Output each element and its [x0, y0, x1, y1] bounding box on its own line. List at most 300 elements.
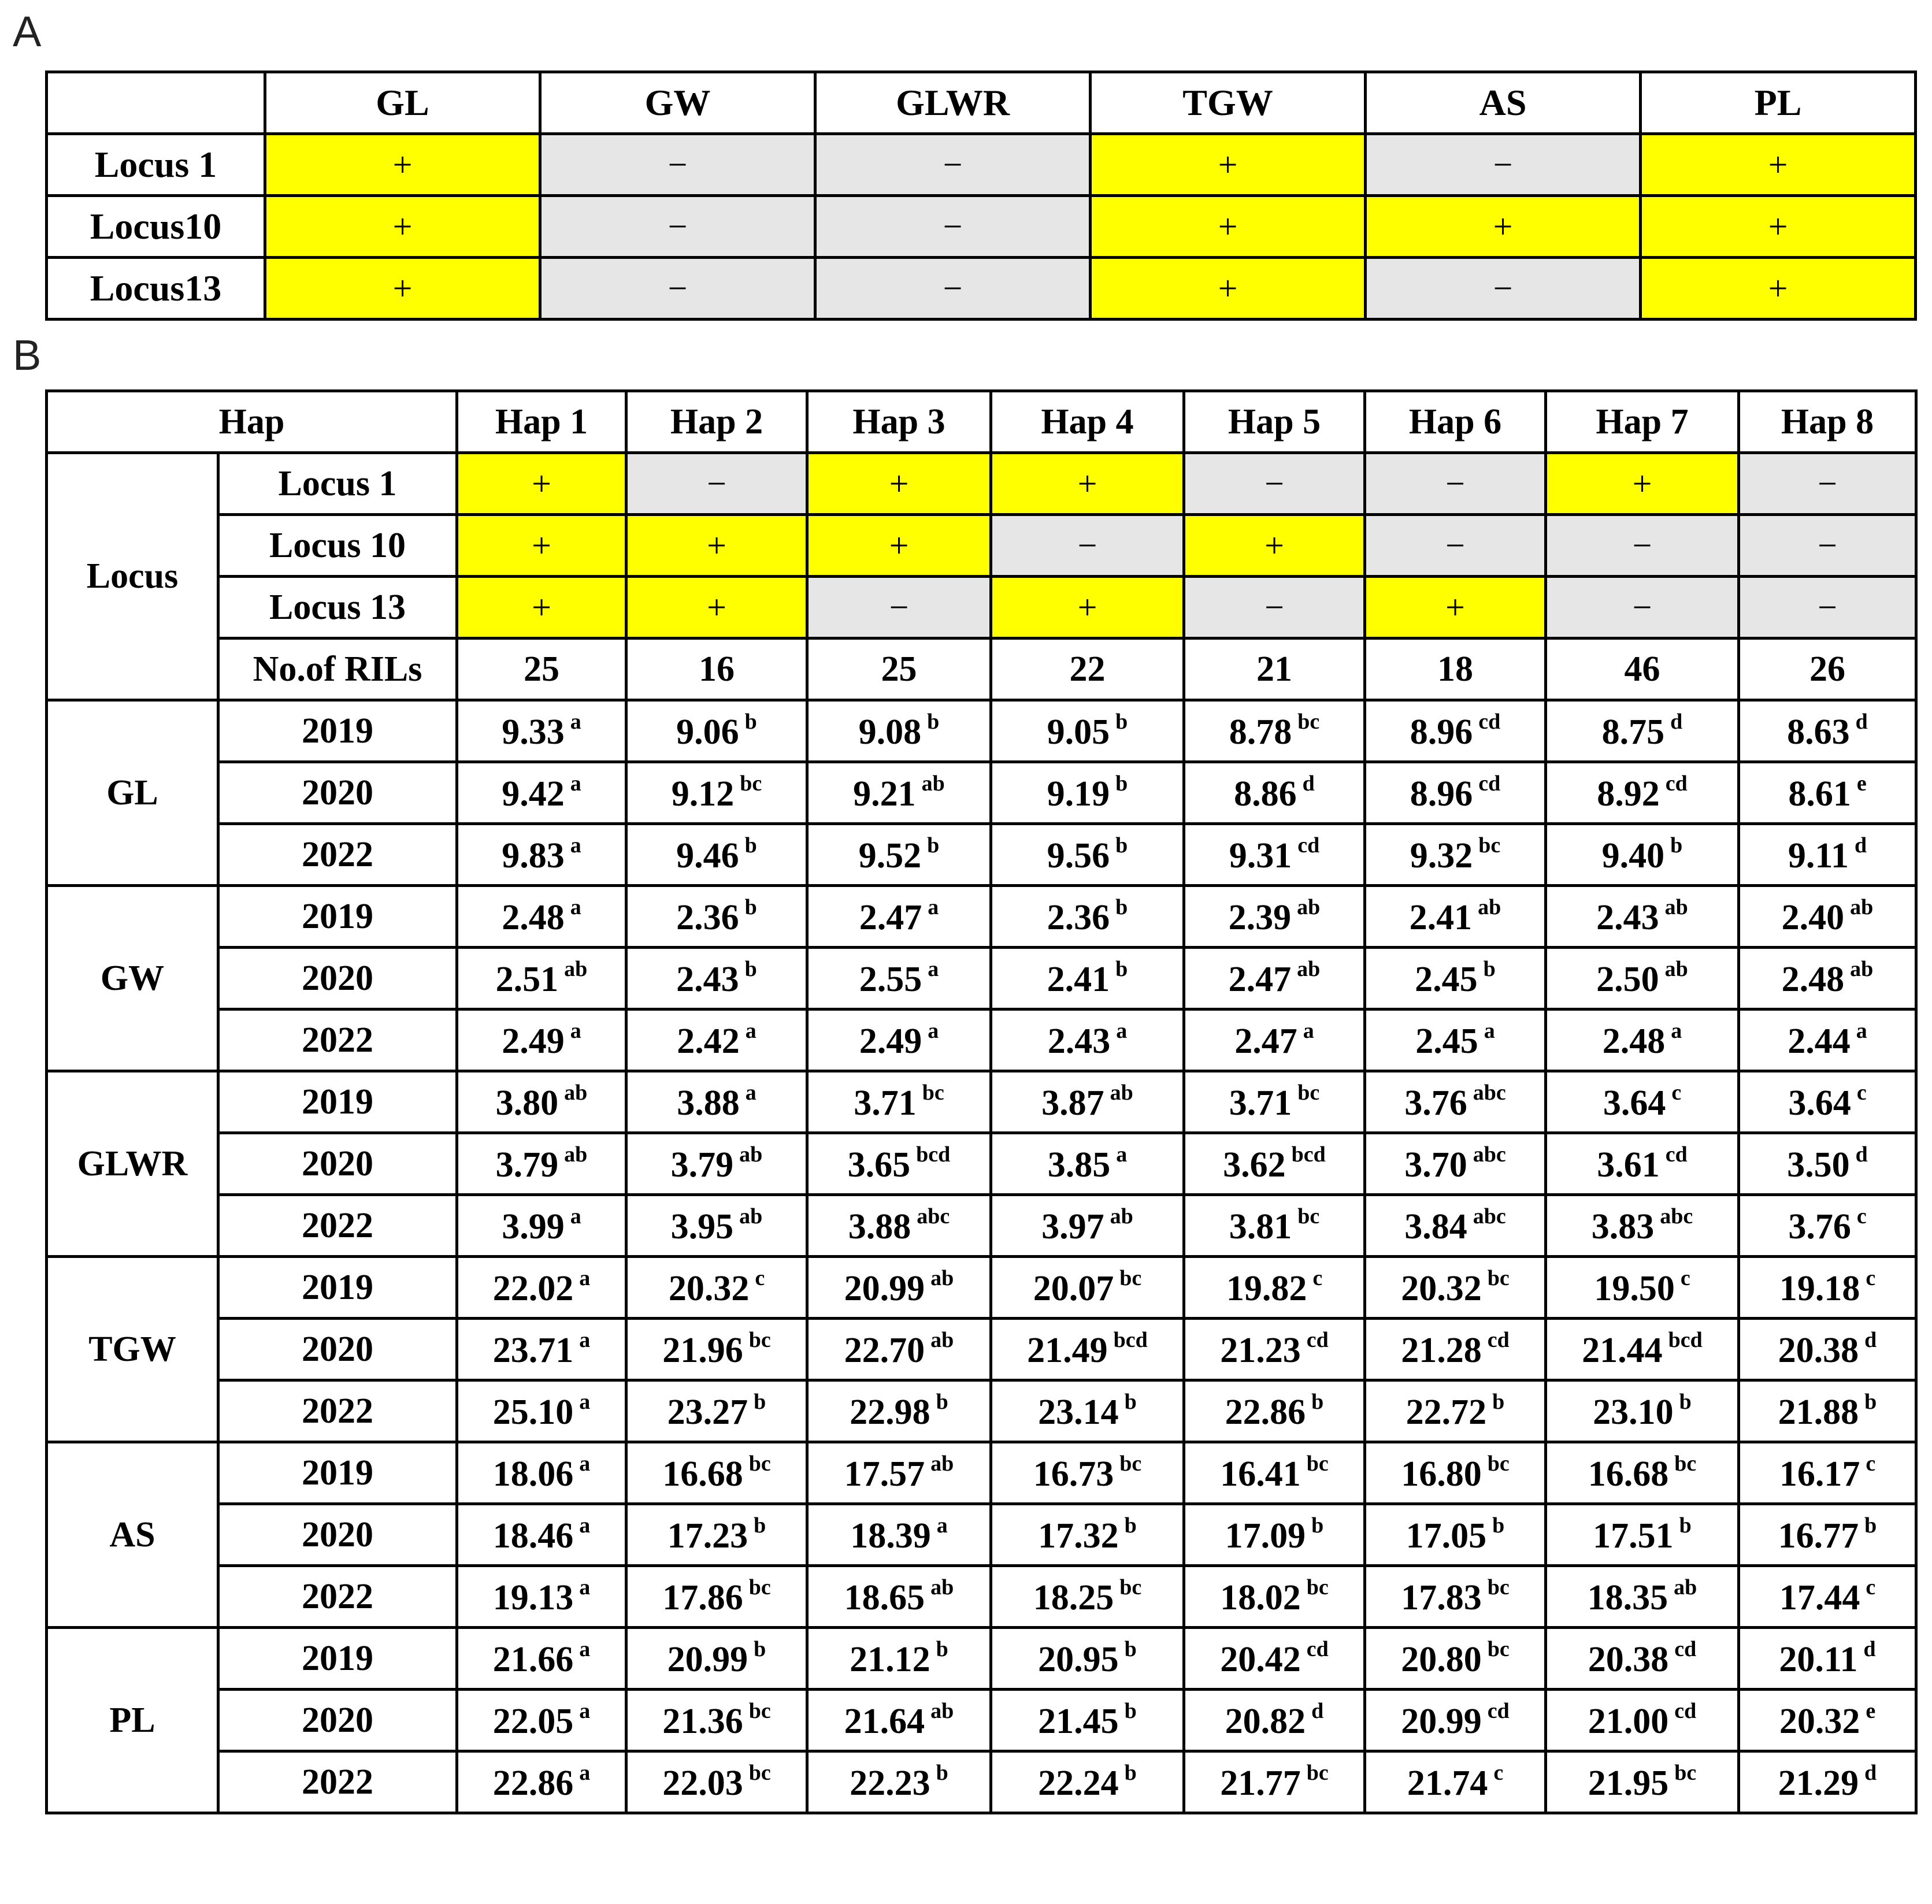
trait-mean-value: 2.48 — [502, 898, 565, 937]
trait-mean-value: 20.32 — [1779, 1702, 1860, 1741]
trait-value-cell — [991, 1133, 1184, 1195]
significance-letters: bc — [740, 771, 762, 796]
significance-letters: bc — [1478, 833, 1501, 858]
effect-cell: + — [1641, 258, 1916, 320]
significance-letters: abc — [1473, 1204, 1506, 1228]
significance-letters: c — [1493, 1761, 1504, 1785]
trait-value-cell — [1546, 1009, 1739, 1071]
trait-year-row — [47, 1071, 1916, 1133]
significance-letters: bcd — [1291, 1142, 1326, 1167]
significance-letters: b — [754, 1513, 766, 1538]
significance-letters: ab — [930, 1266, 954, 1290]
trait-value-cell — [626, 1009, 807, 1071]
effect-cell: − — [540, 258, 815, 320]
trait-value-cell — [457, 762, 626, 824]
effect-cell: + — [1091, 196, 1366, 258]
trait-value-cell — [991, 762, 1184, 824]
trait-mean-value: 21.29 — [1778, 1764, 1859, 1803]
locus-trait-table — [45, 70, 1917, 321]
trait-value-cell — [991, 1442, 1184, 1504]
trait-value-cell — [1184, 1442, 1365, 1504]
trait-year-row — [47, 1133, 1916, 1195]
significance-letters: bc — [1487, 1637, 1510, 1661]
trait-value-cell — [1184, 1009, 1365, 1071]
trait-value-cell — [1365, 1690, 1546, 1751]
trait-year-row — [47, 886, 1916, 948]
trait-mean-value: 3.76 — [1788, 1207, 1851, 1246]
trait-value-cell — [1739, 1566, 1916, 1628]
trait-value-cell — [626, 1319, 807, 1380]
trait-mean-value: 17.44 — [1779, 1578, 1860, 1617]
significance-letters: b — [754, 1390, 766, 1414]
significance-letters: b — [1311, 1390, 1324, 1414]
effect-cell: − — [815, 134, 1091, 196]
trait-year-row — [47, 1566, 1916, 1628]
table-a-header-pl: PL — [1641, 72, 1916, 134]
significance-letters: b — [936, 1637, 948, 1661]
significance-letters: b — [1679, 1513, 1692, 1538]
trait-mean-value: 2.43 — [1596, 898, 1659, 937]
significance-letters: cd — [1487, 1328, 1510, 1352]
significance-letters: d — [1855, 1142, 1868, 1167]
table-a-header-row — [47, 72, 1916, 134]
significance-letters: ab — [564, 957, 588, 981]
effect-cell: + — [265, 134, 540, 196]
trait-value-cell — [1184, 1566, 1365, 1628]
ril-count-cell: 18 — [1365, 639, 1546, 700]
trait-value-cell — [457, 948, 626, 1009]
trait-mean-value: 2.50 — [1596, 960, 1659, 999]
significance-letters: c — [1866, 1575, 1876, 1599]
trait-value-cell — [991, 1257, 1184, 1319]
significance-letters: bc — [1119, 1266, 1142, 1290]
significance-letters: ab — [1850, 895, 1874, 919]
trait-value-cell — [1184, 1071, 1365, 1133]
trait-value-cell — [457, 1257, 626, 1319]
trait-mean-value: 3.81 — [1229, 1207, 1292, 1246]
significance-letters: b — [1115, 957, 1128, 981]
trait-value-cell — [991, 1319, 1184, 1380]
trait-mean-value: 2.40 — [1781, 898, 1845, 937]
trait-mean-value: 8.63 — [1787, 712, 1850, 752]
haplotype-allele-cell: − — [1184, 453, 1365, 515]
trait-value-cell — [1365, 1071, 1546, 1133]
trait-value-cell — [1546, 1690, 1739, 1751]
trait-value-cell — [1739, 1751, 1916, 1813]
trait-mean-value: 3.64 — [1788, 1083, 1851, 1123]
trait-mean-value: 8.78 — [1229, 712, 1292, 752]
trait-mean-value: 19.18 — [1779, 1269, 1860, 1308]
trait-mean-value: 22.86 — [492, 1764, 574, 1803]
significance-letters: b — [744, 710, 757, 734]
trait-mean-value: 3.80 — [495, 1083, 559, 1123]
trait-mean-value: 18.35 — [1587, 1578, 1668, 1617]
ril-count-cell: 25 — [807, 639, 991, 700]
trait-mean-value: 20.42 — [1220, 1640, 1301, 1679]
significance-letters: a — [570, 1019, 581, 1043]
trait-value-cell — [1184, 1751, 1365, 1813]
significance-letters: bc — [748, 1575, 771, 1599]
trait-mean-value: 9.21 — [853, 774, 916, 814]
significance-letters: bcd — [916, 1142, 951, 1167]
significance-letters: cd — [1674, 1699, 1697, 1723]
trait-mean-value: 9.12 — [671, 774, 735, 814]
trait-value-cell — [457, 1133, 626, 1195]
significance-letters: cd — [1297, 833, 1320, 858]
ril-count-cell: 26 — [1739, 639, 1916, 700]
hap-column-header: Hap 7 — [1546, 391, 1739, 453]
trait-value-cell — [991, 1751, 1184, 1813]
trait-mean-value: 20.11 — [1779, 1640, 1858, 1679]
hap-header: Hap — [47, 391, 457, 453]
trait-value-cell — [1739, 886, 1916, 948]
significance-letters: ab — [1110, 1081, 1133, 1105]
significance-letters: d — [1311, 1699, 1324, 1723]
trait-value-cell — [1184, 1133, 1365, 1195]
ril-count-cell: 46 — [1546, 639, 1739, 700]
trait-value-cell — [1365, 700, 1546, 762]
hap-column-header: Hap 3 — [807, 391, 991, 453]
trait-value-cell — [807, 1133, 991, 1195]
trait-value-cell — [1546, 762, 1739, 824]
haplotype-allele-cell: + — [991, 453, 1184, 515]
significance-letters: bc — [1306, 1452, 1329, 1476]
panel-b-label: B — [13, 331, 42, 379]
trait-mean-value: 23.14 — [1038, 1393, 1119, 1432]
trait-mean-value: 9.08 — [858, 712, 922, 752]
trait-value-cell — [1739, 1690, 1916, 1751]
trait-value-cell — [626, 948, 807, 1009]
significance-letters: a — [936, 1513, 948, 1538]
significance-letters: a — [928, 957, 939, 981]
trait-mean-value: 3.79 — [495, 1145, 559, 1185]
trait-mean-value: 9.19 — [1047, 774, 1110, 814]
trait-mean-value: 22.72 — [1406, 1393, 1487, 1432]
trait-mean-value: 2.55 — [859, 960, 922, 999]
significance-letters: bc — [1297, 1204, 1320, 1228]
significance-letters: c — [1671, 1081, 1682, 1105]
year-label: 2019 — [218, 1257, 457, 1319]
trait-value-cell — [1739, 1009, 1916, 1071]
trait-mean-value: 2.39 — [1228, 898, 1292, 937]
trait-value-cell — [1546, 886, 1739, 948]
trait-mean-value: 9.56 — [1047, 836, 1110, 875]
trait-mean-value: 18.06 — [492, 1454, 574, 1494]
trait-mean-value: 3.65 — [847, 1145, 911, 1185]
trait-value-cell — [807, 700, 991, 762]
locus-label: Locus 10 — [218, 515, 457, 577]
trait-mean-value: 3.88 — [677, 1083, 740, 1123]
table-a-locus-label: Locus10 — [47, 196, 265, 258]
trait-year-row — [47, 1690, 1916, 1751]
trait-mean-value: 20.99 — [844, 1269, 925, 1308]
trait-value-cell — [1739, 1628, 1916, 1690]
trait-value-cell — [626, 1195, 807, 1257]
trait-value-cell — [1739, 1504, 1916, 1566]
significance-letters: ab — [1674, 1575, 1697, 1599]
trait-mean-value: 3.71 — [1229, 1083, 1292, 1123]
trait-mean-value: 3.97 — [1041, 1207, 1104, 1246]
trait-mean-value: 21.36 — [662, 1702, 743, 1741]
trait-mean-value: 22.24 — [1038, 1764, 1119, 1803]
significance-letters: b — [744, 833, 757, 858]
trait-value-cell — [626, 1257, 807, 1319]
trait-mean-value: 21.64 — [844, 1702, 925, 1741]
significance-letters: a — [1116, 1019, 1128, 1043]
trait-value-cell — [626, 1071, 807, 1133]
haplotype-allele-cell: − — [1739, 453, 1916, 515]
significance-letters: ab — [930, 1328, 954, 1352]
trait-mean-value: 2.36 — [676, 898, 739, 937]
trait-value-cell — [1365, 762, 1546, 824]
trait-mean-value: 8.92 — [1597, 774, 1660, 814]
trait-value-cell — [1739, 1071, 1916, 1133]
trait-value-cell — [991, 1504, 1184, 1566]
significance-letters: c — [1866, 1266, 1876, 1290]
trait-value-cell — [1546, 1319, 1739, 1380]
haplotype-allele-cell: − — [807, 577, 991, 639]
trait-value-cell — [1184, 824, 1365, 886]
trait-value-cell — [807, 1071, 991, 1133]
trait-mean-value: 9.32 — [1410, 836, 1473, 875]
trait-year-row — [47, 1442, 1916, 1504]
trait-mean-value: 3.79 — [670, 1145, 734, 1185]
trait-value-cell — [626, 1133, 807, 1195]
significance-letters: ab — [739, 1142, 763, 1167]
trait-mean-value: 8.75 — [1601, 712, 1665, 752]
significance-letters: b — [1311, 1513, 1324, 1538]
trait-value-cell — [991, 886, 1184, 948]
table-a-row — [47, 134, 1916, 196]
trait-year-row — [47, 824, 1916, 886]
table-a-row — [47, 258, 1916, 320]
trait-value-cell — [1365, 886, 1546, 948]
trait-mean-value: 16.68 — [1588, 1454, 1669, 1494]
haplotype-allele-cell: + — [991, 577, 1184, 639]
haplotype-allele-cell: + — [457, 577, 626, 639]
trait-value-cell — [1184, 1504, 1365, 1566]
trait-value-cell — [807, 1628, 991, 1690]
table-a-header-gl: GL — [265, 72, 540, 134]
trait-mean-value: 17.23 — [667, 1516, 748, 1556]
haplotype-allele-cell: − — [626, 453, 807, 515]
trait-mean-value: 18.02 — [1220, 1578, 1301, 1617]
significance-letters: ab — [1478, 895, 1501, 919]
trait-mean-value: 21.49 — [1027, 1331, 1108, 1370]
trait-value-cell — [1365, 1751, 1546, 1813]
significance-letters: e — [1866, 1699, 1876, 1723]
trait-mean-value: 9.42 — [502, 774, 565, 814]
significance-letters: a — [1303, 1019, 1314, 1043]
trait-mean-value: 2.47 — [859, 898, 922, 937]
trait-value-cell — [1546, 1257, 1739, 1319]
significance-letters: c — [1680, 1266, 1690, 1290]
locus-label: Locus 13 — [218, 577, 457, 639]
trait-mean-value: 8.96 — [1410, 712, 1473, 752]
trait-value-cell — [1546, 824, 1739, 886]
locus-row — [47, 577, 1916, 639]
trait-value-cell — [991, 1380, 1184, 1442]
significance-letters: a — [579, 1699, 591, 1723]
significance-letters: bc — [1487, 1266, 1510, 1290]
trait-mean-value: 21.45 — [1038, 1702, 1119, 1741]
trait-year-row — [47, 1009, 1916, 1071]
trait-mean-value: 3.83 — [1591, 1207, 1655, 1246]
trait-mean-value: 16.73 — [1033, 1454, 1114, 1494]
trait-value-cell — [1365, 1628, 1546, 1690]
trait-mean-value: 20.80 — [1401, 1640, 1482, 1679]
significance-letters: bc — [748, 1328, 771, 1352]
significance-letters: bc — [1306, 1761, 1329, 1785]
significance-letters: abc — [1660, 1204, 1693, 1228]
trait-label: AS — [47, 1442, 218, 1628]
significance-letters: a — [579, 1266, 591, 1290]
trait-value-cell — [1546, 1751, 1739, 1813]
significance-letters: a — [579, 1637, 591, 1661]
trait-mean-value: 19.50 — [1594, 1269, 1675, 1308]
trait-value-cell — [626, 1442, 807, 1504]
haplotype-allele-cell: − — [1739, 515, 1916, 577]
significance-letters: b — [936, 1761, 948, 1785]
haplotype-allele-cell: + — [457, 453, 626, 515]
ril-count-cell: 21 — [1184, 639, 1365, 700]
trait-value-cell — [1546, 1133, 1739, 1195]
significance-letters: bcd — [1668, 1328, 1703, 1352]
significance-letters: b — [1492, 1390, 1505, 1414]
year-label: 2022 — [218, 1566, 457, 1628]
table-a-header-gw: GW — [540, 72, 815, 134]
trait-mean-value: 18.25 — [1033, 1578, 1114, 1617]
trait-year-row — [47, 1380, 1916, 1442]
trait-mean-value: 21.44 — [1582, 1331, 1663, 1370]
trait-mean-value: 21.95 — [1588, 1764, 1669, 1803]
trait-value-cell — [626, 1751, 807, 1813]
trait-mean-value: 18.65 — [844, 1578, 925, 1617]
trait-mean-value: 3.50 — [1787, 1145, 1850, 1185]
significance-letters: a — [579, 1328, 591, 1352]
locus-row — [47, 453, 1916, 515]
significance-letters: b — [1115, 771, 1128, 796]
ril-count-cell: 16 — [626, 639, 807, 700]
year-label: 2020 — [218, 762, 457, 824]
trait-value-cell — [1184, 762, 1365, 824]
significance-letters: a — [579, 1390, 591, 1414]
significance-letters: a — [579, 1452, 591, 1476]
trait-mean-value: 20.32 — [1401, 1269, 1482, 1308]
trait-mean-value: 2.45 — [1415, 960, 1478, 999]
trait-value-cell — [1365, 1257, 1546, 1319]
trait-label: PL — [47, 1628, 218, 1813]
year-label: 2019 — [218, 700, 457, 762]
trait-mean-value: 21.28 — [1401, 1331, 1482, 1370]
effect-cell: − — [815, 196, 1091, 258]
trait-mean-value: 2.47 — [1234, 1022, 1297, 1061]
year-label: 2022 — [218, 1380, 457, 1442]
significance-letters: abc — [917, 1204, 950, 1228]
trait-mean-value: 8.86 — [1234, 774, 1297, 814]
significance-letters: bcd — [1113, 1328, 1148, 1352]
significance-letters: b — [1492, 1513, 1505, 1538]
trait-value-cell — [1184, 1380, 1365, 1442]
trait-value-cell — [1184, 1628, 1365, 1690]
trait-mean-value: 20.82 — [1225, 1702, 1306, 1741]
trait-value-cell — [807, 948, 991, 1009]
ril-count-cell: 25 — [457, 639, 626, 700]
trait-year-row — [47, 1195, 1916, 1257]
trait-mean-value: 17.86 — [662, 1578, 743, 1617]
trait-mean-value: 16.80 — [1401, 1454, 1482, 1494]
significance-letters: a — [1856, 1019, 1867, 1043]
trait-mean-value: 17.57 — [844, 1454, 925, 1494]
significance-letters: d — [1302, 771, 1315, 796]
trait-value-cell — [991, 1628, 1184, 1690]
significance-letters: b — [1864, 1390, 1877, 1414]
trait-value-cell — [1739, 1257, 1916, 1319]
table-a-row — [47, 196, 1916, 258]
trait-mean-value: 2.51 — [495, 960, 559, 999]
significance-letters: c — [1312, 1266, 1323, 1290]
trait-mean-value: 21.66 — [492, 1640, 574, 1679]
trait-value-cell — [807, 1195, 991, 1257]
haplotype-table — [45, 389, 1918, 1814]
trait-mean-value: 22.86 — [1225, 1393, 1306, 1432]
trait-value-cell — [1365, 1319, 1546, 1380]
effect-cell: − — [540, 196, 815, 258]
trait-value-cell — [1739, 1195, 1916, 1257]
trait-mean-value: 3.87 — [1041, 1083, 1104, 1123]
trait-mean-value: 2.41 — [1409, 898, 1473, 937]
haplotype-allele-cell: − — [1546, 515, 1739, 577]
significance-letters: a — [1116, 1142, 1128, 1167]
trait-value-cell — [807, 1690, 991, 1751]
significance-letters: cd — [1674, 1637, 1697, 1661]
significance-letters: a — [1671, 1019, 1682, 1043]
trait-value-cell — [807, 1319, 991, 1380]
year-label: 2020 — [218, 948, 457, 1009]
trait-mean-value: 17.05 — [1406, 1516, 1487, 1556]
trait-value-cell — [1184, 1319, 1365, 1380]
trait-value-cell — [1184, 948, 1365, 1009]
trait-mean-value: 2.36 — [1047, 898, 1110, 937]
trait-mean-value: 9.33 — [502, 712, 565, 752]
trait-label: GLWR — [47, 1071, 218, 1257]
trait-value-cell — [457, 824, 626, 886]
trait-mean-value: 9.31 — [1229, 836, 1292, 875]
significance-letters: b — [1124, 1699, 1137, 1723]
significance-letters: bc — [1297, 1081, 1320, 1105]
trait-mean-value: 21.77 — [1220, 1764, 1301, 1803]
effect-cell: + — [265, 196, 540, 258]
trait-value-cell — [807, 1504, 991, 1566]
trait-value-cell — [1365, 1133, 1546, 1195]
locus-group-label: Locus — [47, 453, 218, 700]
trait-value-cell — [1546, 1380, 1739, 1442]
significance-letters: cd — [1665, 1142, 1688, 1167]
trait-mean-value: 3.64 — [1603, 1083, 1666, 1123]
trait-mean-value: 22.03 — [662, 1764, 743, 1803]
significance-letters: a — [928, 895, 939, 919]
haplotype-allele-cell: + — [457, 515, 626, 577]
significance-letters: abc — [1473, 1142, 1506, 1167]
haplotype-allele-cell: − — [1184, 577, 1365, 639]
year-label: 2022 — [218, 1195, 457, 1257]
table-b-header-row — [47, 391, 1916, 453]
trait-value-cell — [457, 1195, 626, 1257]
significance-letters: a — [1484, 1019, 1495, 1043]
trait-year-row — [47, 1628, 1916, 1690]
significance-letters: ab — [1664, 895, 1688, 919]
effect-cell: − — [1366, 258, 1641, 320]
